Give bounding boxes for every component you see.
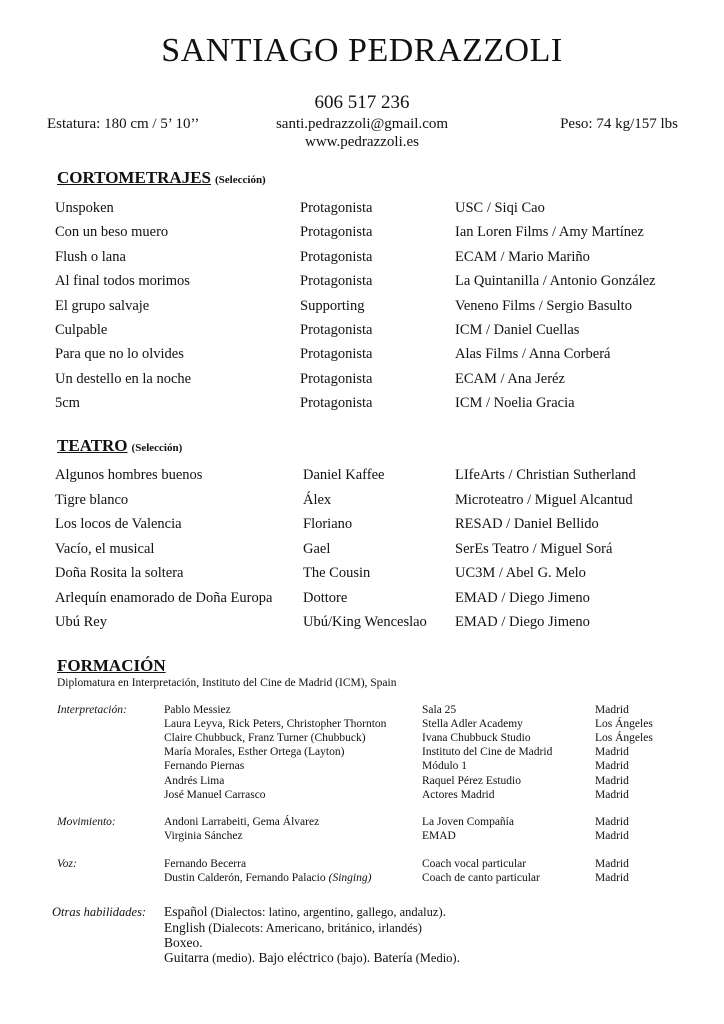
- website-url: www.pedrazzoli.es: [305, 134, 419, 150]
- skill-line-end: .: [456, 950, 460, 965]
- diploma-text: Diplomatura en Interpretación, Instituto del Cine de Madrid (ICM), Spain: [57, 677, 397, 689]
- training-row: [0, 775, 724, 789]
- section-heading-teatro: [57, 436, 182, 456]
- credit-company: ECAM / Ana Jeréz: [455, 370, 565, 387]
- section-subtitle: (Selección): [131, 442, 183, 454]
- skill-guitar-note: (medio): [212, 951, 252, 965]
- skill-bass-note: (bajo): [336, 951, 367, 965]
- training-school: Raquel Pérez Estudio: [422, 774, 522, 787]
- credit-role: Álex: [303, 491, 332, 508]
- credit-title: 5cm: [55, 395, 80, 412]
- credit-row: [0, 541, 724, 563]
- training-row: [0, 816, 724, 830]
- training-city: Madrid: [595, 872, 629, 885]
- phone-number: 606 517 236: [314, 92, 410, 113]
- credit-title: El grupo salvaje: [55, 297, 150, 314]
- email-address: santi.pedrazzoli@gmail.com: [275, 116, 449, 132]
- training-city: Madrid: [595, 760, 629, 773]
- credit-title: Culpable: [55, 322, 108, 338]
- training-category-label: Voz:: [57, 858, 77, 870]
- credit-role: Protagonista: [300, 248, 373, 265]
- credit-role: The Cousin: [303, 565, 371, 581]
- credit-row: [0, 298, 724, 320]
- training-teacher-name: José Manuel Carrasco: [164, 788, 266, 801]
- training-row: [0, 760, 724, 774]
- credit-row: [0, 371, 724, 393]
- weight-info: Peso: 74 kg/157 lbs: [560, 116, 678, 132]
- skill-bass: . Bajo eléctrico: [251, 950, 334, 965]
- skill-line-end: .: [442, 904, 446, 919]
- training-city: Los Ángeles: [595, 718, 653, 731]
- training-school: Instituto del Cine de Madrid: [422, 746, 553, 759]
- credit-role: Protagonista: [300, 370, 373, 387]
- skill-line-music: [164, 950, 460, 966]
- training-row: [0, 732, 724, 746]
- credit-title: Con un beso muero: [55, 224, 169, 241]
- credit-row: [0, 614, 724, 636]
- training-teacher-name: Andrés Lima: [164, 774, 225, 787]
- training-city: Madrid: [595, 816, 629, 828]
- skill-drums: . Batería: [366, 950, 413, 965]
- credit-row: [0, 467, 724, 489]
- credit-row: [0, 590, 724, 612]
- credit-row: [0, 565, 724, 587]
- section-heading-formacion: [57, 656, 166, 676]
- training-teacher: [164, 718, 386, 730]
- training-row: [0, 789, 724, 803]
- credit-role: Floriano: [303, 516, 353, 532]
- credit-row: [0, 395, 724, 417]
- skill-spanish: Español: [164, 904, 208, 919]
- credit-row: [0, 516, 724, 538]
- section-title: TEATRO: [57, 436, 128, 455]
- credit-company: Alas Films / Anna Corberá: [455, 346, 611, 363]
- training-teacher: [164, 704, 231, 716]
- credit-company: Veneno Films / Sergio Basulto: [455, 297, 632, 314]
- credit-title: Unspoken: [55, 200, 114, 216]
- training-city: Los Ángeles: [595, 732, 653, 745]
- section-title: FORMACIÓN: [57, 656, 166, 675]
- training-school: EMAD: [422, 830, 456, 843]
- credit-role: Protagonista: [300, 224, 373, 241]
- skill-boxing: Boxeo.: [164, 935, 203, 950]
- credit-title: Para que no lo olvides: [55, 346, 184, 363]
- training-city: Madrid: [595, 788, 629, 801]
- training-school: Stella Adler Academy: [422, 718, 523, 731]
- credit-row: [0, 224, 724, 246]
- section-subtitle: (Selección): [215, 174, 266, 186]
- credit-company: ECAM / Mario Mariño: [455, 248, 590, 265]
- credit-company: EMAD / Diego Jimeno: [455, 614, 590, 630]
- training-teacher: [164, 775, 224, 787]
- training-teacher-name: Andoni Larrabeiti, Gema Álvarez: [164, 816, 320, 828]
- credit-row: [0, 322, 724, 344]
- training-city: Madrid: [595, 774, 629, 787]
- training-teacher-name: María Morales, Esther Ortega (Layton): [164, 746, 345, 759]
- training-teacher: [164, 746, 344, 758]
- credit-role: Protagonista: [300, 200, 373, 216]
- training-school: Actores Madrid: [422, 788, 495, 801]
- credit-row: [0, 346, 724, 368]
- credit-title: Doña Rosita la soltera: [55, 565, 184, 581]
- training-row: [0, 746, 724, 760]
- training-teacher: [164, 789, 266, 801]
- skill-english-note: (Dialecots: Americano, británico, irlandés): [208, 921, 422, 935]
- credit-title: Vacío, el musical: [55, 540, 155, 557]
- training-teacher: [164, 732, 366, 744]
- training-category-label: Movimiento:: [57, 816, 116, 828]
- training-teacher: [164, 858, 246, 870]
- training-school: Sala 25: [422, 704, 457, 716]
- credit-row: [0, 249, 724, 271]
- credit-row: [0, 273, 724, 295]
- skill-line-languages-es: [164, 904, 446, 920]
- credit-title: Un destello en la noche: [55, 370, 192, 387]
- actor-name: SANTIAGO PEDRAZZOLI: [161, 32, 563, 69]
- training-city: Madrid: [595, 746, 629, 759]
- credit-company: RESAD / Daniel Bellido: [455, 516, 599, 532]
- credit-title: Los locos de Valencia: [55, 516, 182, 532]
- credit-role: Protagonista: [300, 273, 373, 290]
- skills-label: Otras habilidades:: [52, 905, 147, 919]
- credit-company: LIfeArts / Christian Sutherland: [455, 467, 636, 483]
- training-teacher-name: Virginia Sánchez: [164, 830, 243, 843]
- credit-role: Daniel Kaffee: [303, 467, 385, 483]
- credit-role: Supporting: [300, 297, 365, 314]
- training-row: [0, 872, 724, 886]
- credit-company: EMAD / Diego Jimeno: [455, 589, 590, 606]
- training-teacher-name: Laura Leyva, Rick Peters, Christopher Thornton: [164, 718, 387, 731]
- credit-role: Protagonista: [300, 322, 373, 338]
- credit-row: [0, 200, 724, 222]
- credit-company: ICM / Daniel Cuellas: [455, 322, 580, 338]
- training-row: [0, 718, 724, 732]
- training-teacher: [164, 872, 371, 884]
- height-info: Estatura: 180 cm / 5’ 10’’: [47, 116, 200, 132]
- training-city: Madrid: [595, 704, 629, 716]
- credit-role: Protagonista: [300, 346, 373, 363]
- training-school: Coach de canto particular: [422, 872, 540, 885]
- training-school: Módulo 1: [422, 760, 468, 773]
- credit-title: Flush o lana: [55, 248, 126, 265]
- training-row: [0, 830, 724, 844]
- credit-role: Gael: [303, 540, 331, 557]
- credit-company: La Quintanilla / Antonio González: [455, 273, 656, 290]
- skill-line-languages-en: [164, 920, 422, 936]
- training-teacher: [164, 816, 319, 828]
- skill-line-boxing: [164, 935, 203, 951]
- credit-role: Ubú/King Wenceslao: [303, 614, 427, 630]
- training-teacher-name: Fernando Becerra: [164, 858, 247, 870]
- training-teacher-name: Fernando Piernas: [164, 760, 245, 773]
- credit-title: Tigre blanco: [55, 491, 129, 508]
- training-row: [0, 704, 724, 718]
- skill-drums-note: (Medio): [415, 951, 457, 965]
- section-title: CORTOMETRAJES: [57, 168, 212, 187]
- credit-title: Algunos hombres buenos: [55, 467, 203, 483]
- training-city: Madrid: [595, 858, 629, 870]
- training-teacher-note: (Singing): [328, 872, 372, 885]
- training-school: Coach vocal particular: [422, 858, 527, 870]
- credit-company: USC / Siqi Cao: [455, 200, 545, 216]
- credit-company: Ian Loren Films / Amy Martínez: [455, 224, 644, 241]
- skill-spanish-note: (Dialectos: latino, argentino, gallego, andaluz): [210, 905, 443, 919]
- training-teacher-name: Pablo Messiez: [164, 704, 231, 716]
- credit-title: Al final todos morimos: [55, 273, 190, 290]
- credit-title: Arlequín enamorado de Doña Europa: [55, 589, 273, 606]
- training-teacher-name: Claire Chubbuck, Franz Turner (Chubbuck): [164, 732, 366, 745]
- credit-company: Microteatro / Miguel Alcantud: [455, 491, 633, 508]
- section-heading-cortometrajes: [57, 168, 266, 188]
- skill-guitar: Guitarra: [164, 950, 209, 965]
- credit-role: Protagonista: [300, 395, 373, 412]
- credit-company: ICM / Noelia Gracia: [455, 395, 575, 412]
- credit-company: UC3M / Abel G. Melo: [455, 565, 586, 581]
- training-teacher-name: Dustin Calderón, Fernando Palacio: [164, 872, 326, 885]
- training-city: Madrid: [595, 830, 629, 843]
- training-school: La Joven Compañía: [422, 816, 514, 828]
- credit-company: SerEs Teatro / Miguel Sorá: [455, 540, 613, 557]
- training-teacher: [164, 830, 243, 842]
- credit-title: Ubú Rey: [55, 614, 107, 630]
- training-category-label: Interpretación:: [57, 704, 127, 716]
- training-school: Ivana Chubbuck Studio: [422, 732, 531, 745]
- training-teacher: [164, 760, 244, 772]
- training-row: [0, 858, 724, 872]
- credit-role: Dottore: [303, 589, 348, 606]
- credit-row: [0, 492, 724, 514]
- skill-english: English: [164, 920, 206, 935]
